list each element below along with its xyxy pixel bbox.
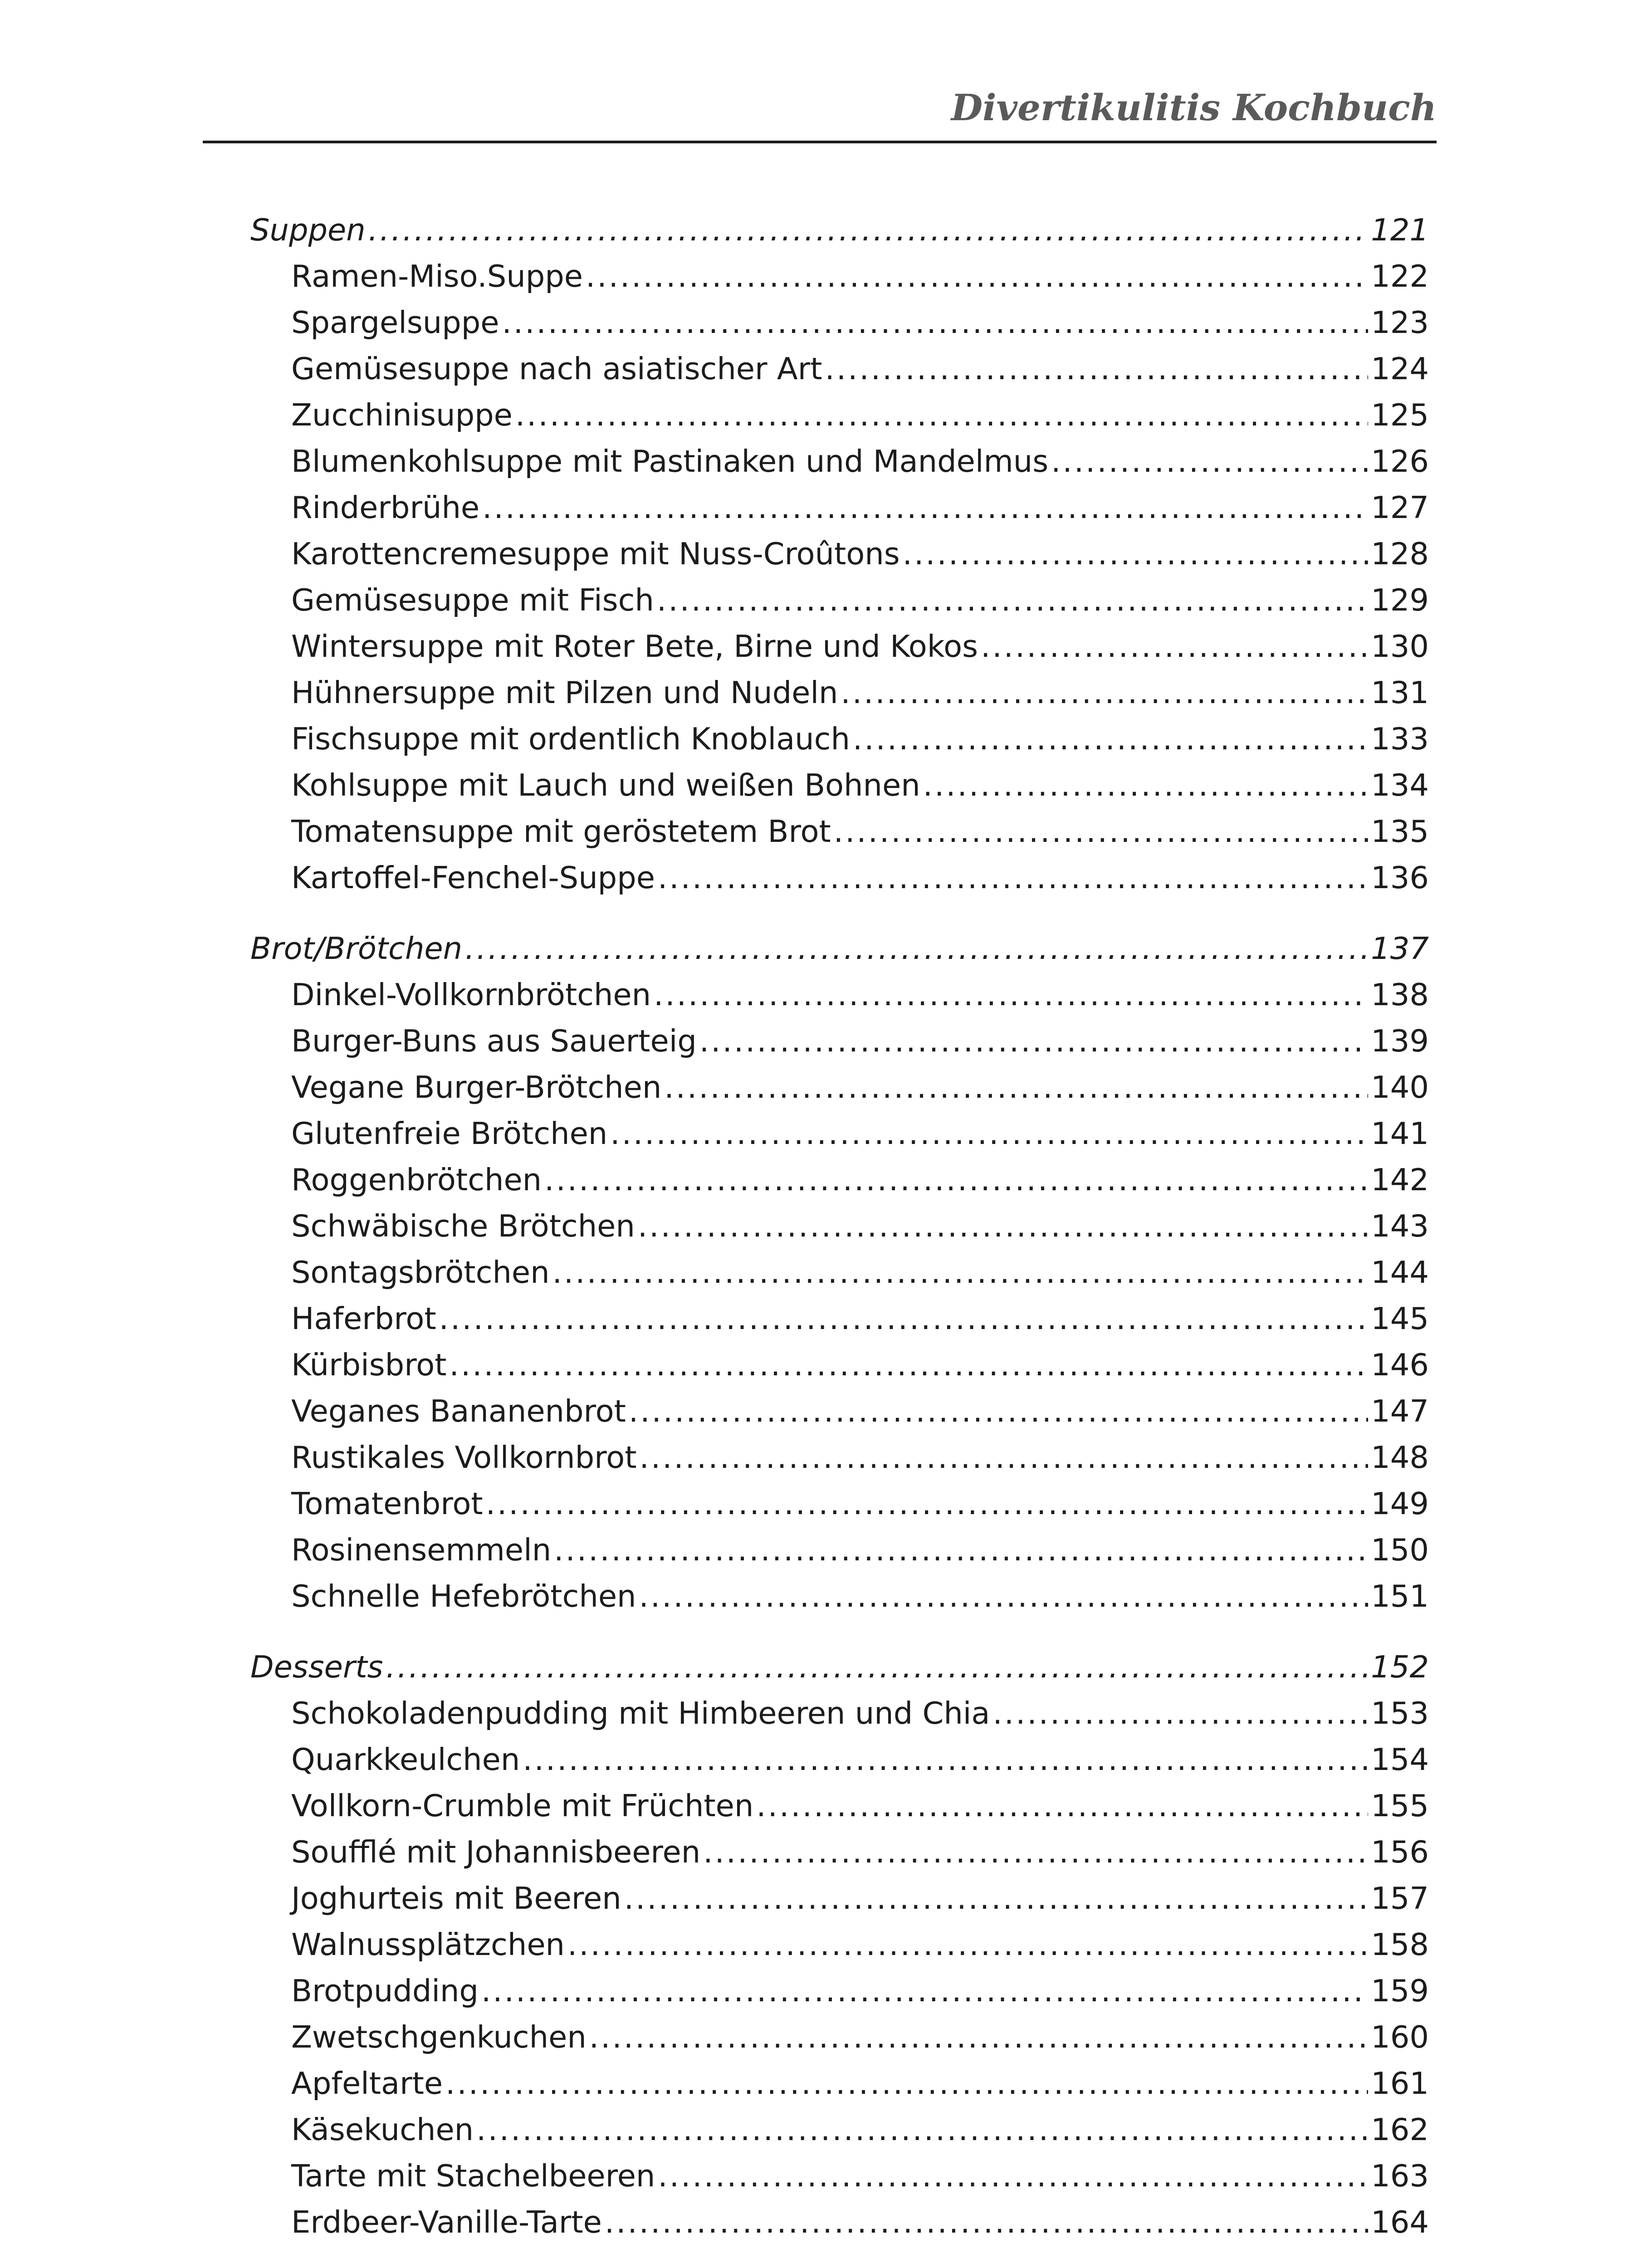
dot-leader — [658, 857, 1368, 898]
toc-entry-title: Blumenkohlsuppe mit Pastinaken und Mandelmus — [291, 444, 1049, 479]
toc-entry[interactable] — [291, 302, 1429, 343]
dot-leader — [703, 1832, 1368, 1872]
toc-entry[interactable] — [291, 2063, 1429, 2104]
toc-section-desserts[interactable] — [250, 1647, 1429, 1687]
toc-entry[interactable] — [291, 2109, 1429, 2150]
toc-entry-title: Tarte mit Stachelbeeren — [291, 2158, 655, 2194]
toc-entry-title: Vegane Burger-Brötchen — [291, 1070, 662, 1105]
toc-entry-page: 149 — [1371, 1486, 1429, 1521]
toc-entry-page: 130 — [1371, 629, 1429, 664]
toc-section-brot[interactable] — [250, 928, 1429, 969]
dot-leader — [589, 2017, 1368, 2058]
toc-entry-page: 159 — [1371, 1973, 1429, 2009]
toc-entry-title: Spargelsuppe — [291, 305, 499, 340]
toc-entry-page: 161 — [1371, 2066, 1429, 2101]
dot-leader — [981, 626, 1368, 667]
toc-section-title: Suppen — [250, 212, 366, 248]
toc-entry-page: 146 — [1371, 1347, 1429, 1383]
toc-entry-page: 157 — [1371, 1881, 1429, 1916]
toc-entry[interactable] — [291, 1391, 1429, 1432]
toc-entry-title: Tomatenbrot — [291, 1486, 483, 1521]
toc-entry-page: 151 — [1371, 1579, 1429, 1614]
dot-leader — [450, 1344, 1369, 1385]
toc-entry-title: Schnelle Hefebrötchen — [291, 1579, 636, 1614]
dot-leader — [610, 1113, 1368, 1154]
dot-leader — [586, 256, 1368, 297]
toc-entry-page: 158 — [1371, 1927, 1429, 1962]
toc-entry-page: 150 — [1371, 1532, 1429, 1568]
dot-leader — [923, 765, 1368, 806]
toc-entry-title: Schwäbische Brötchen — [291, 1208, 635, 1244]
toc-entry-title: Rinderbrühe — [291, 490, 480, 525]
toc-entry-title: Rosinensemmeln — [291, 1532, 552, 1568]
dot-leader — [664, 1067, 1368, 1108]
toc-entry-page: 134 — [1371, 767, 1429, 803]
toc-entry[interactable] — [291, 1576, 1429, 1617]
toc-entry-title: Vollkorn-Crumble mit Früchten — [291, 1788, 754, 1823]
toc-entry-title: Kartoffel-Fenchel-Suppe — [291, 860, 655, 895]
toc-entry[interactable] — [291, 857, 1429, 898]
toc-entry-page: 148 — [1371, 1440, 1429, 1475]
dot-leader — [903, 533, 1368, 574]
toc-entry[interactable] — [291, 1924, 1429, 1965]
toc-entry-title: Gemüsesuppe nach asiatischer Art — [291, 351, 822, 386]
dot-leader — [699, 1021, 1368, 1061]
dot-leader — [638, 1206, 1368, 1246]
toc-entry-title: Soufflé mit Johannisbeeren — [291, 1834, 701, 1870]
dot-leader — [502, 302, 1369, 343]
toc-entry-page: 122 — [1371, 259, 1429, 294]
toc-entry-page: 135 — [1371, 814, 1429, 849]
toc-entry[interactable] — [291, 1785, 1429, 1826]
toc-entry-page: 140 — [1371, 1070, 1429, 1105]
toc-entry-title: Wintersuppe mit Roter Bete, Birne und Kokos — [291, 629, 978, 664]
toc-entry-page: 156 — [1371, 1834, 1429, 1870]
dot-leader — [639, 1437, 1368, 1478]
toc-entry-title: Walnussplätzchen — [291, 1927, 565, 1962]
toc-entry-page: 153 — [1371, 1696, 1429, 1731]
dot-leader — [439, 1298, 1368, 1339]
toc-entry[interactable] — [291, 1113, 1429, 1154]
toc-entry-page: 129 — [1371, 582, 1429, 618]
dot-leader — [523, 1739, 1368, 1780]
toc-entry[interactable] — [291, 811, 1429, 852]
dot-leader — [486, 1483, 1368, 1524]
toc-entry[interactable] — [291, 1159, 1429, 1200]
toc-entry-page: 160 — [1371, 2019, 1429, 2055]
toc-entry-page: 124 — [1371, 351, 1429, 386]
toc-entry[interactable] — [291, 1832, 1429, 1872]
toc-entry-page: 145 — [1371, 1301, 1429, 1336]
toc-entry[interactable] — [291, 1970, 1429, 2011]
toc-entry-title: Fischsuppe mit ordentlich Knoblauch — [291, 721, 850, 757]
toc-entry[interactable] — [291, 1206, 1429, 1246]
toc-section-page: 152 — [1371, 1649, 1429, 1685]
running-header-title: Divertikulitis Kochbuch — [951, 86, 1437, 129]
dot-leader — [465, 928, 1368, 969]
toc-entry[interactable] — [291, 719, 1429, 759]
dot-leader — [853, 719, 1368, 759]
dot-leader — [834, 811, 1368, 852]
toc-entry-title: Quarkkeulchen — [291, 1742, 520, 1777]
toc-entry-title: Joghurteis mit Beeren — [291, 1881, 621, 1916]
toc-section-title: Brot/Brötchen — [250, 931, 463, 966]
dot-leader — [993, 1693, 1368, 1734]
toc-entry-title: Apfeltarte — [291, 2066, 443, 2101]
toc-entry-page: 138 — [1371, 977, 1429, 1012]
toc-entry[interactable] — [291, 1298, 1429, 1339]
toc-entry-page: 126 — [1371, 444, 1429, 479]
toc-entry-page: 143 — [1371, 1208, 1429, 1244]
toc-entry-title: Glutenfreie Brötchen — [291, 1116, 608, 1151]
toc-entry-page: 164 — [1371, 2204, 1429, 2240]
toc-entry-title: Ramen-Miso.Suppe — [291, 259, 583, 294]
toc-entry-title: Karottencremesuppe mit Nuss-Croûtons — [291, 536, 900, 572]
dot-leader — [515, 395, 1368, 435]
toc-entry-page: 142 — [1371, 1162, 1429, 1198]
toc-entry[interactable] — [291, 974, 1429, 1015]
toc-entry-page: 136 — [1371, 860, 1429, 895]
dot-leader — [658, 2156, 1368, 2196]
toc-section-title: Desserts — [250, 1649, 383, 1685]
toc-entry[interactable] — [291, 672, 1429, 713]
dot-leader — [544, 1159, 1368, 1200]
toc-entry-title: Burger-Buns aus Sauerteig — [291, 1023, 697, 1059]
toc-entry[interactable] — [291, 1693, 1429, 1734]
toc-entry[interactable] — [291, 2156, 1429, 2196]
toc-entry[interactable] — [291, 1344, 1429, 1385]
toc-entry[interactable] — [291, 533, 1429, 574]
toc-entry[interactable] — [291, 1530, 1429, 1570]
toc-section-page: 121 — [1371, 212, 1429, 248]
toc-entry-page: 162 — [1371, 2112, 1429, 2147]
toc-entry[interactable] — [291, 487, 1429, 528]
toc-entry-title: Erdbeer-Vanille-Tarte — [291, 2204, 602, 2240]
toc-entry-page: 144 — [1371, 1255, 1429, 1290]
toc-entry-page: 128 — [1371, 536, 1429, 572]
dot-leader — [657, 580, 1368, 621]
dot-leader — [386, 1647, 1369, 1687]
toc-entry-page: 147 — [1371, 1393, 1429, 1429]
dot-leader — [756, 1785, 1368, 1826]
toc-entry-title: Veganes Bananenbrot — [291, 1393, 626, 1429]
dot-leader — [567, 1924, 1368, 1965]
toc-entry[interactable] — [291, 395, 1429, 435]
dot-leader — [639, 1576, 1369, 1617]
toc-entry[interactable] — [291, 1021, 1429, 1061]
toc-entry[interactable] — [291, 1878, 1429, 1919]
dot-leader — [629, 1391, 1368, 1432]
toc-entry[interactable] — [291, 1437, 1429, 1478]
toc-entry-page: 154 — [1371, 1742, 1429, 1777]
toc-entry-page: 139 — [1371, 1023, 1429, 1059]
toc-entry-title: Zwetschgenkuchen — [291, 2019, 587, 2055]
toc-entry-page: 133 — [1371, 721, 1429, 757]
toc-entry-page: 131 — [1371, 675, 1429, 710]
toc-entry-title: Tomatensuppe mit geröstetem Brot — [291, 814, 831, 849]
dot-leader — [476, 2109, 1368, 2150]
dot-leader — [554, 1530, 1368, 1570]
toc-entry-page: 123 — [1371, 305, 1429, 340]
toc-entry[interactable] — [291, 1483, 1429, 1524]
toc-entry-title: Brotpudding — [291, 1973, 479, 2009]
dot-leader — [481, 1970, 1368, 2011]
toc-entry-page: 163 — [1371, 2158, 1429, 2194]
toc-entry[interactable] — [291, 1739, 1429, 1780]
toc-section-page: 137 — [1371, 931, 1429, 966]
toc-entry-title: Kürbisbrot — [291, 1347, 447, 1383]
dot-leader — [445, 2063, 1368, 2104]
toc-entry[interactable] — [291, 2017, 1429, 2058]
toc-entry-title: Sontagsbrötchen — [291, 1255, 550, 1290]
dot-leader — [552, 1252, 1369, 1293]
toc-entry[interactable] — [291, 2202, 1429, 2243]
dot-leader — [605, 2202, 1368, 2243]
toc-entry-page: 125 — [1371, 397, 1429, 433]
toc-entry-title: Hühnersuppe mit Pilzen und Nudeln — [291, 675, 838, 710]
toc-entry[interactable] — [291, 256, 1429, 297]
toc-entry[interactable] — [291, 348, 1429, 389]
toc-entry-title: Kohlsuppe mit Lauch und weißen Bohnen — [291, 767, 920, 803]
dot-leader — [368, 210, 1368, 250]
toc-entry[interactable] — [291, 626, 1429, 667]
toc-entry[interactable] — [291, 1252, 1429, 1293]
toc-entry-title: Haferbrot — [291, 1301, 436, 1336]
toc-entry[interactable] — [291, 1067, 1429, 1108]
toc-entry-title: Schokoladenpudding mit Himbeeren und Chia — [291, 1696, 990, 1731]
dot-leader — [482, 487, 1368, 528]
toc-entry-page: 127 — [1371, 490, 1429, 525]
dot-leader — [841, 672, 1368, 713]
toc-entry-page: 155 — [1371, 1788, 1429, 1823]
toc-entry[interactable] — [291, 765, 1429, 806]
toc-entry[interactable] — [291, 580, 1429, 621]
toc-section-suppen[interactable] — [250, 210, 1429, 250]
dot-leader — [1051, 441, 1368, 482]
toc-entry-title: Dinkel-Vollkornbrötchen — [291, 977, 651, 1012]
dot-leader — [654, 974, 1368, 1015]
dot-leader — [624, 1878, 1368, 1919]
toc-entry-title: Käsekuchen — [291, 2112, 474, 2147]
toc-entry-title: Rustikales Vollkornbrot — [291, 1440, 637, 1475]
toc-entry-title: Roggenbrötchen — [291, 1162, 542, 1198]
dot-leader — [825, 348, 1369, 389]
toc-entry[interactable] — [291, 441, 1429, 482]
toc-entry-title: Gemüsesuppe mit Fisch — [291, 582, 654, 618]
toc-entry-page: 141 — [1371, 1116, 1429, 1151]
toc-entry-title: Zucchinisuppe — [291, 397, 513, 433]
